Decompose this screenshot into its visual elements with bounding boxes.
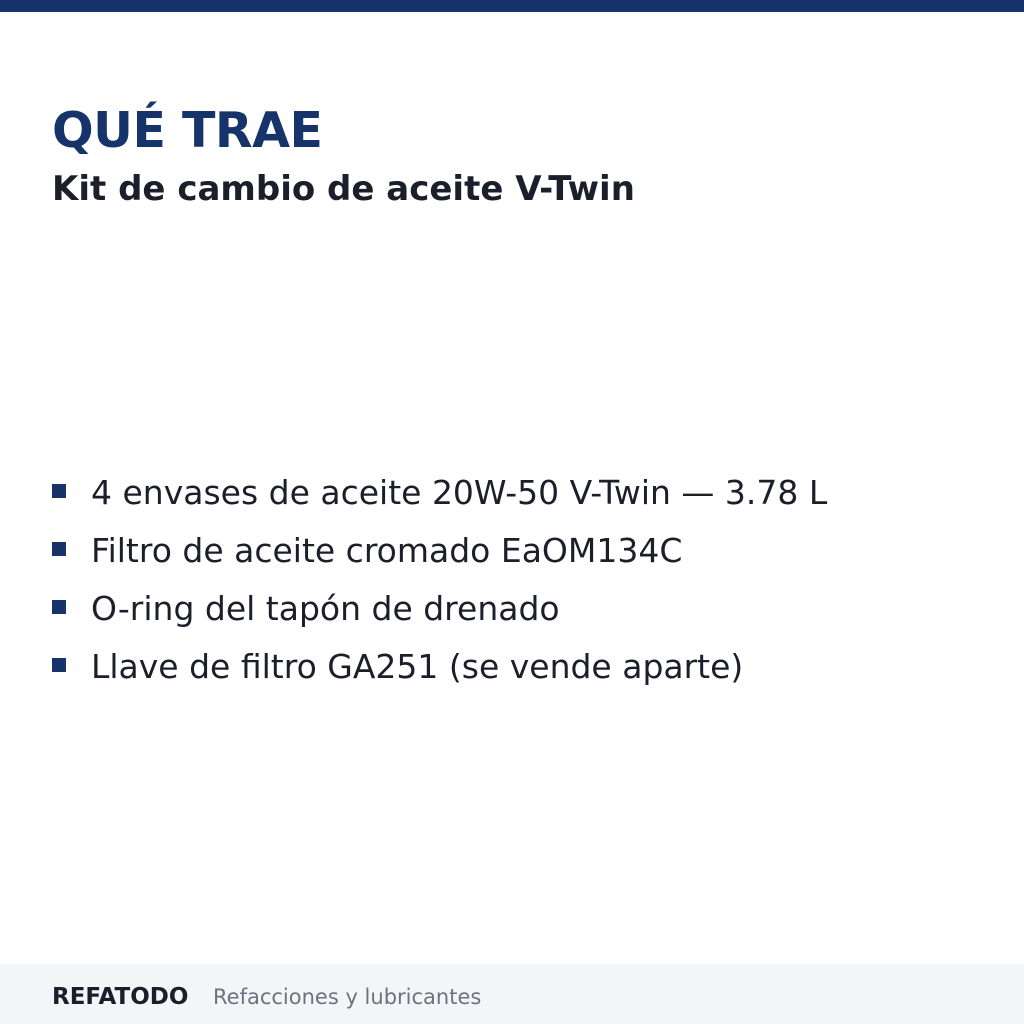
brand-name: REFATODO (52, 984, 189, 1010)
brand-tagline: Refacciones y lubricantes (213, 985, 482, 1009)
list-item-text: Filtro de aceite cromado EaOM134C (91, 531, 683, 570)
square-bullet-icon (52, 658, 66, 672)
square-bullet-icon (52, 484, 66, 498)
square-bullet-icon (52, 600, 66, 614)
square-bullet-icon (52, 542, 66, 556)
page-subtitle: Kit de cambio de aceite V-Twin (52, 169, 635, 209)
list-item-text: Llave de filtro GA251 (se vende aparte) (91, 647, 744, 686)
footer-bar (0, 964, 1024, 1024)
top-accent-bar (0, 0, 1024, 12)
page-title: QUÉ TRAE (52, 102, 323, 159)
list-item-text: 4 envases de aceite 20W-50 V-Twin — 3.78 L (91, 473, 828, 512)
list-item-text: O-ring del tapón de drenado (91, 589, 560, 628)
